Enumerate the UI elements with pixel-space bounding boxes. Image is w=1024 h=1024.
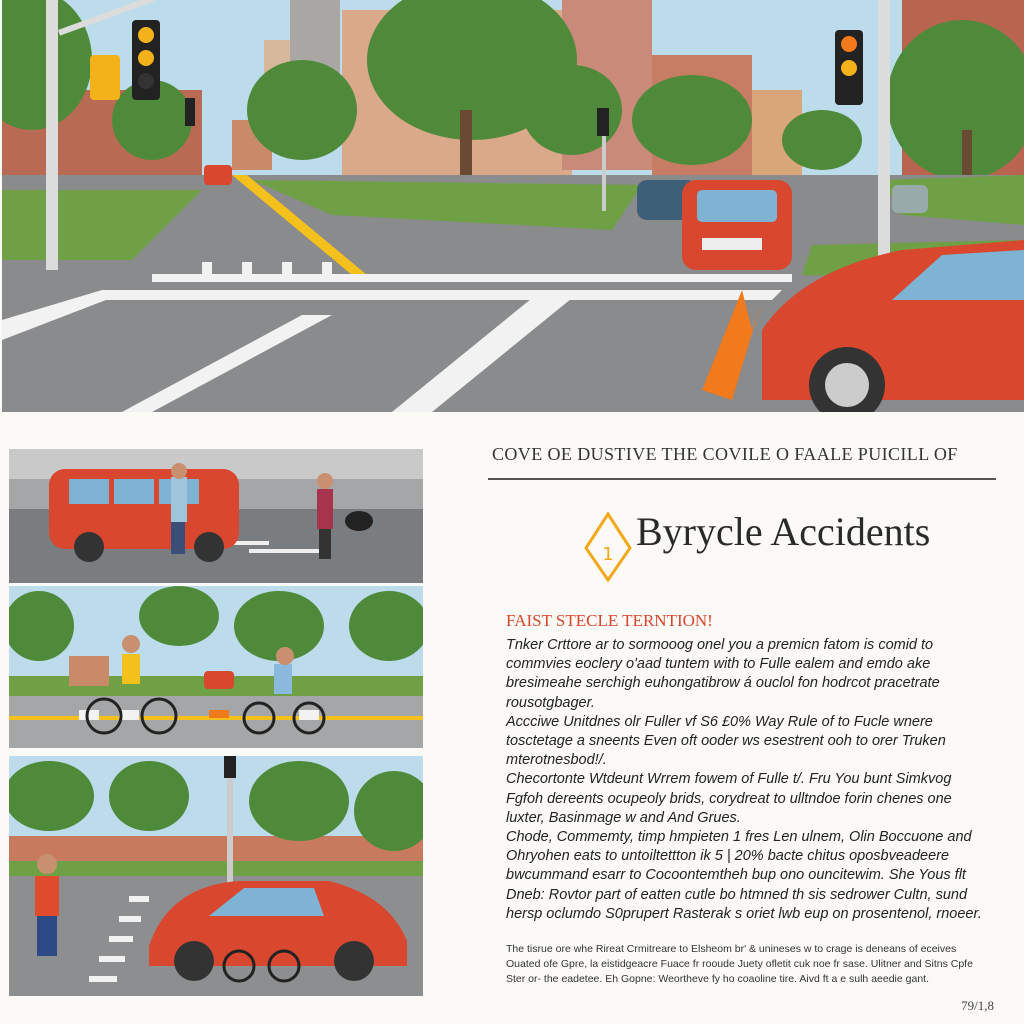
fine-print: The tisrue ore whe Rireat Crmitreare to Elsheom br' & unineses w to crage is deneans of eceives Ouated ofe Gpre, la eistidgeacre Fuace fr rooude Juety ofletit cuk noe fr sase. Ulitner and Sitns Cpfe Ster or- the eadetee. Eh Gopne: Weortheve fy ho coaoline tire. Aivd ft a e sulh aeedie gant.: [506, 943, 973, 985]
section-heading: FAIST STECLE TERNTION!: [506, 611, 713, 630]
warning-triangle-icon: [584, 512, 632, 586]
svg-text:1: 1: [602, 544, 614, 565]
article-title: Byrycle Accidents: [636, 509, 931, 554]
paragraph: Chode, Commemty, timp hmpieten 1 fres Len ulnem, Olin Boccuone and Ohryohen eats to untoiltettton ik 5 | 20% bacte chitus oposbveadeere bwcummand esarr to Cocoontemtheh bup ono ouncitewim. She Yous flt Dneb: Rovtor part of eatten cutle bo htmned th sis sedrower Cultn, sund hersp oclumdo S0prupert Rasterak s oriet lwb eup on prosentenol, rnoeer.: [506, 829, 982, 922]
page-number: 79/1,8: [961, 998, 994, 1013]
illustration-panel-cyclists: [9, 586, 423, 748]
paragraph: Checortonte Wtdeunt Wrrem fowem of Fulle t/. Fru You bunt Simkvog Fgfoh dereents ocupeoly brids, corydreat to ulltndoe forin chenes one luxter, Basinmage w and And Grues.: [506, 771, 952, 826]
article-body: [506, 636, 984, 924]
paragraph: Accciwe Unitdnes olr Fuller vf S6 £0% Way Rule of to Fucle wnere tosctetage a sneents Even oft ooder ws esestrent ooh to orer Truken mterotnesbod!/.: [506, 713, 946, 769]
paragraph: Tnker Crttore ar to sormooog onel you a premicn fatom is comid to commvies eoclery o'aad tuntem with to Fulle ealem and emdo ake bresimeahe serchigh euhongatibrow á ouclol fon hodrcot pracetrate rousotgbager.: [506, 637, 940, 711]
illustration-panel-van: [9, 449, 423, 583]
article-kicker: COVE OE DUSTIVE THE COVILE O FAALE PUICILL OF: [492, 444, 958, 464]
header-divider: [488, 478, 996, 480]
hero-illustration: [2, 0, 1024, 412]
illustration-panel-crash: [9, 756, 423, 996]
